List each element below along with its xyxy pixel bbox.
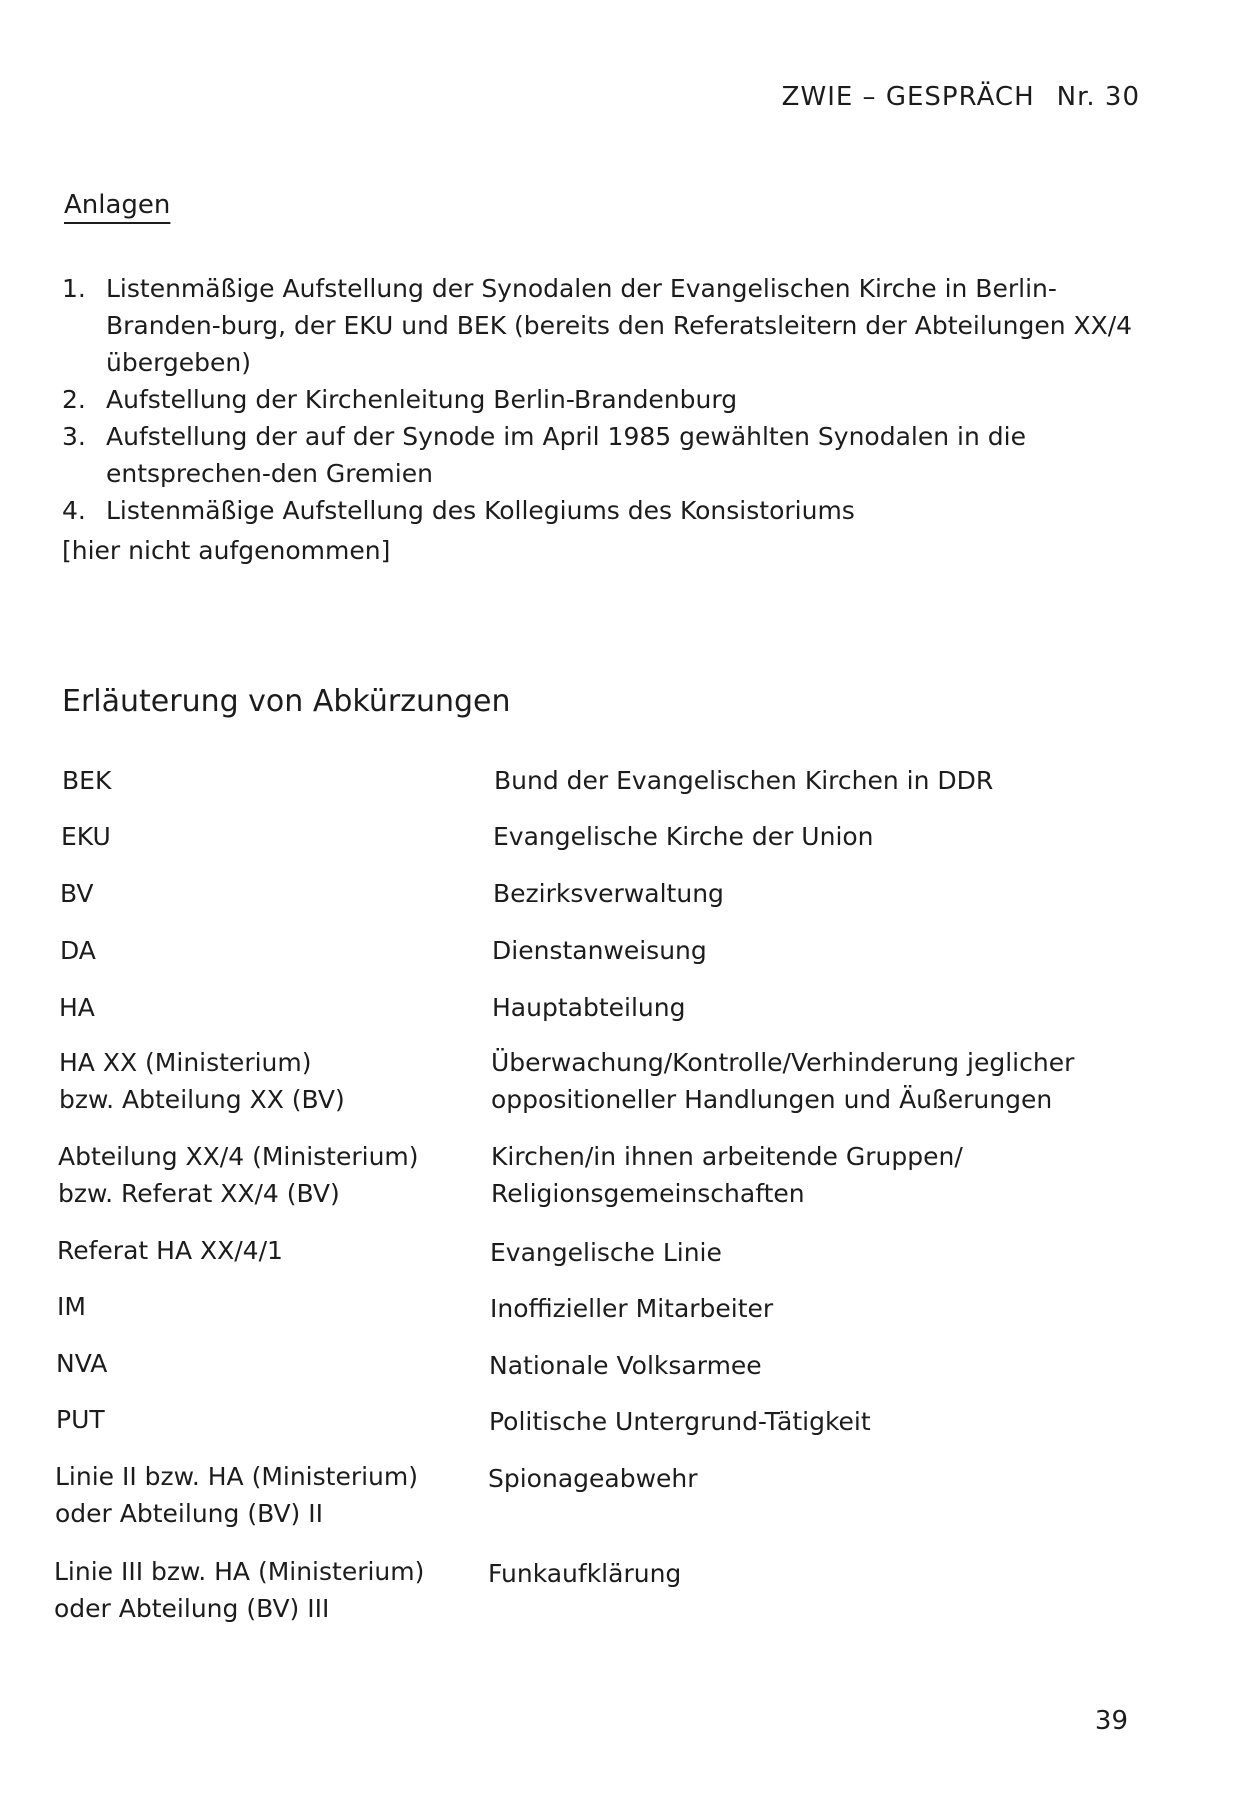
abbreviation-term: DA [60, 936, 96, 965]
document-number: Nr. 30 [1056, 82, 1140, 112]
abbreviation-definition: Hauptabteilung [492, 993, 686, 1022]
page-number: 39 [1094, 1706, 1128, 1736]
abbreviation-term: EKU [61, 822, 111, 851]
abbreviation-term: Referat HA XX/4/1 [57, 1236, 283, 1265]
attachment-text: Listenmäßige Aufstellung des Kollegiums des Konsistoriums [106, 496, 855, 525]
omission-note: [hier nicht aufgenommen] [62, 536, 391, 565]
abbreviations-title: Erläuterung von Abkürzungen [62, 684, 511, 719]
abbreviation-definition: Dienstanweisung [492, 936, 707, 965]
attachment-text: Listenmäßige Aufstellung der Synodalen der Evangelischen Kirche in Berlin-Branden-burg, der EKU und BEK (bereits den Referatsleitern der Abteilungen XX/4 übergeben) [106, 274, 1133, 377]
abbreviation-definition: Inoffizieller Mitarbeiter [490, 1294, 774, 1323]
list-marker: 2. [62, 385, 86, 414]
list-marker: 3. [62, 422, 86, 451]
attachment-text: Aufstellung der Kirchenleitung Berlin-Brandenburg [106, 385, 738, 414]
abbreviation-term: Linie II bzw. HA (Ministerium) oder Abteilung (BV) II [55, 1462, 419, 1528]
attachment-text: Aufstellung der auf der Synode im April 1985 gewählten Synodalen in die entsprechen-den Gremien [106, 422, 1026, 488]
attachments-heading: Anlagen [64, 190, 171, 220]
abbreviation-term: IM [57, 1292, 86, 1321]
abbreviation-term: HA [59, 993, 95, 1022]
abbreviation-definition: Nationale Volksarmee [489, 1351, 762, 1380]
abbreviation-definition: Bund der Evangelischen Kirchen in DDR [494, 766, 994, 795]
abbreviation-definition: Überwachung/Kontrolle/Verhinderung jeglicher oppositioneller Handlungen und Äußerungen [491, 1048, 1075, 1114]
series-title: ZWIE – GESPRÄCH [781, 82, 1035, 112]
abbreviation-definition: Bezirksverwaltung [493, 879, 724, 908]
abbreviation-term: NVA [56, 1349, 108, 1378]
abbreviation-term: Abteilung XX/4 (Ministerium) bzw. Referat XX/4 (BV) [58, 1142, 419, 1208]
list-marker: 4. [62, 496, 86, 525]
abbreviation-term: BEK [62, 766, 112, 795]
abbreviation-term: PUT [56, 1405, 105, 1434]
abbreviation-definition: Politische Untergrund-Tätigkeit [489, 1407, 871, 1436]
abbreviation-definition: Evangelische Linie [490, 1238, 722, 1267]
abbreviation-definition: Evangelische Kirche der Union [493, 822, 874, 851]
abbreviation-definition: Funkaufklärung [488, 1559, 682, 1588]
list-marker: 1. [62, 274, 86, 303]
abbreviation-term: HA XX (Ministerium) bzw. Abteilung XX (BV) [59, 1048, 345, 1114]
abbreviation-definition: Spionageabwehr [488, 1464, 698, 1493]
abbreviation-definition: Kirchen/in ihnen arbeitende Gruppen/ Religionsgemeinschaften [491, 1142, 963, 1208]
abbreviation-term: Linie III bzw. HA (Ministerium) oder Abteilung (BV) III [54, 1557, 425, 1623]
abbreviation-term: BV [60, 879, 94, 908]
